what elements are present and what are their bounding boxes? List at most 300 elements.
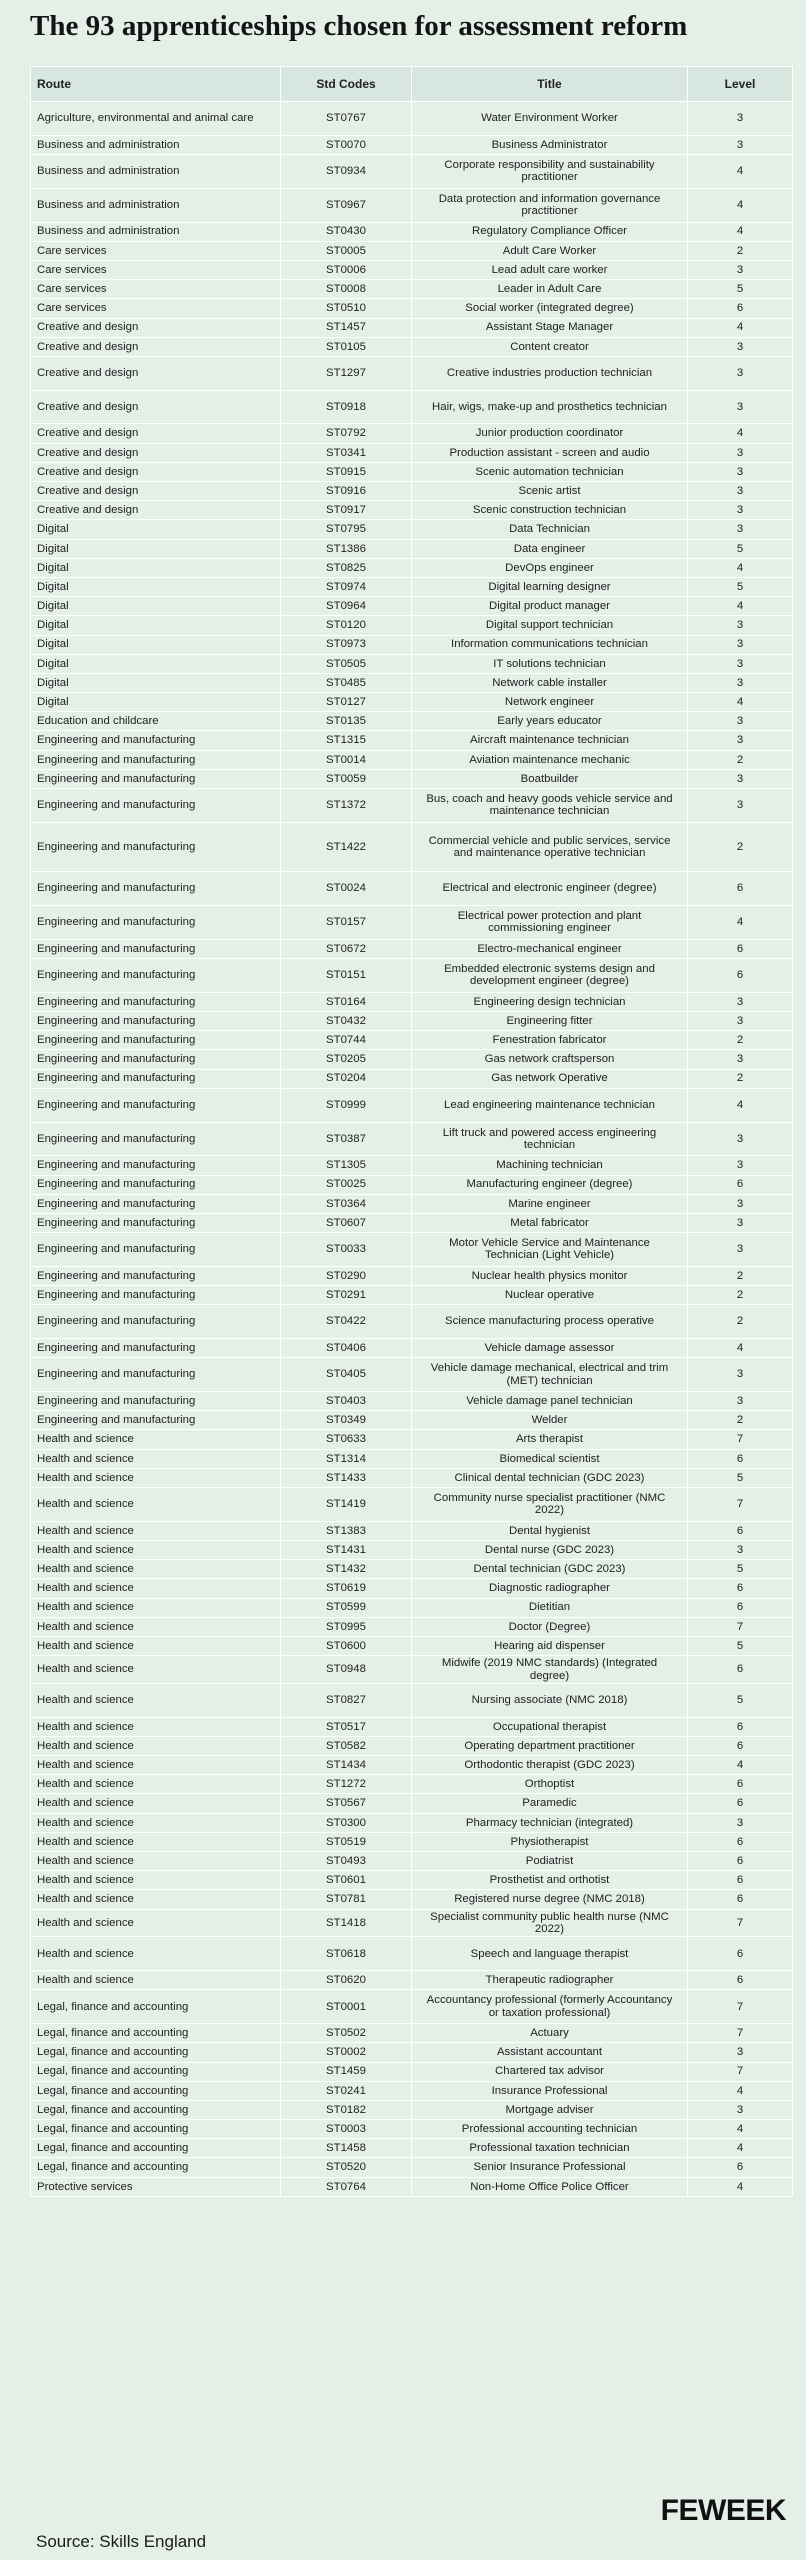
table-row	[31, 1213, 793, 1232]
table-row	[31, 188, 793, 222]
cell-route: Engineering and manufacturing	[31, 1050, 281, 1069]
cell-level: 4	[688, 906, 793, 940]
cell-level: 3	[688, 1012, 793, 1031]
cell-level: 6	[688, 1579, 793, 1598]
cell-title: Engineering design technician	[412, 992, 688, 1011]
cell-std-code: ST0917	[281, 501, 412, 520]
cell-title: Marine engineer	[412, 1194, 688, 1213]
cell-std-code: ST0792	[281, 424, 412, 443]
cell-route: Health and science	[31, 1852, 281, 1871]
cell-std-code: ST0999	[281, 1088, 412, 1122]
table-row	[31, 390, 793, 424]
cell-title: Lead adult care worker	[412, 260, 688, 279]
cell-title: Data engineer	[412, 539, 688, 558]
cell-std-code: ST0915	[281, 462, 412, 481]
table-row	[31, 1339, 793, 1358]
table-row	[31, 1990, 793, 2024]
table-row	[31, 1468, 793, 1487]
cell-level: 3	[688, 673, 793, 692]
cell-level: 3	[688, 769, 793, 788]
cell-std-code: ST0341	[281, 443, 412, 462]
cell-route: Health and science	[31, 1971, 281, 1990]
cell-level: 4	[688, 188, 793, 222]
cell-title: Business Administrator	[412, 135, 688, 154]
table-row	[31, 1617, 793, 1636]
table-row	[31, 1717, 793, 1736]
table-row	[31, 597, 793, 616]
cell-level: 5	[688, 1636, 793, 1655]
cell-title: Assistant Stage Manager	[412, 318, 688, 337]
table-row	[31, 1487, 793, 1521]
cell-route: Engineering and manufacturing	[31, 1122, 281, 1156]
cell-level: 4	[688, 222, 793, 241]
cell-route: Engineering and manufacturing	[31, 1266, 281, 1285]
cell-std-code: ST0502	[281, 2024, 412, 2043]
cell-title: DevOps engineer	[412, 558, 688, 577]
cell-std-code: ST0916	[281, 482, 412, 501]
cell-title: Electro-mechanical engineer	[412, 939, 688, 958]
cell-title: Embedded electronic systems design and development engineer (degree)	[412, 959, 688, 993]
cell-std-code: ST0505	[281, 654, 412, 673]
table-row	[31, 2081, 793, 2100]
cell-route: Legal, finance and accounting	[31, 2043, 281, 2062]
source-note: Source: Skills England	[36, 2532, 207, 2551]
cell-title: IT solutions technician	[412, 654, 688, 673]
header-level: Level	[688, 67, 793, 102]
table-row	[31, 577, 793, 596]
cell-std-code: ST0364	[281, 1194, 412, 1213]
cell-std-code: ST0567	[281, 1794, 412, 1813]
cell-title: Hair, wigs, make-up and prosthetics technician	[412, 390, 688, 424]
cell-route: Engineering and manufacturing	[31, 906, 281, 940]
cell-level: 5	[688, 280, 793, 299]
cell-level: 3	[688, 501, 793, 520]
cell-std-code: ST0582	[281, 1736, 412, 1755]
table-row	[31, 260, 793, 279]
cell-title: Gas network Operative	[412, 1069, 688, 1088]
cell-title: Adult Care Worker	[412, 241, 688, 260]
cell-title: Machining technician	[412, 1156, 688, 1175]
cell-level: 4	[688, 2120, 793, 2139]
cell-route: Health and science	[31, 1540, 281, 1559]
cell-title: Bus, coach and heavy goods vehicle service and maintenance technician	[412, 789, 688, 823]
cell-title: Hearing aid dispenser	[412, 1636, 688, 1655]
cell-title: Professional accounting technician	[412, 2120, 688, 2139]
cell-title: Data protection and information governance practitioner	[412, 188, 688, 222]
cell-std-code: ST0422	[281, 1305, 412, 1339]
cell-std-code: ST1418	[281, 1909, 412, 1937]
cell-title: Nursing associate (NMC 2018)	[412, 1683, 688, 1717]
cell-std-code: ST0406	[281, 1339, 412, 1358]
cell-title: Physiotherapist	[412, 1832, 688, 1851]
cell-title: Vehicle damage assessor	[412, 1339, 688, 1358]
cell-route: Engineering and manufacturing	[31, 789, 281, 823]
cell-route: Health and science	[31, 1736, 281, 1755]
table-row	[31, 1683, 793, 1717]
cell-std-code: ST1315	[281, 731, 412, 750]
cell-route: Health and science	[31, 1775, 281, 1794]
table-row	[31, 1598, 793, 1617]
cell-level: 4	[688, 318, 793, 337]
cell-route: Engineering and manufacturing	[31, 731, 281, 750]
cell-std-code: ST0618	[281, 1937, 412, 1971]
cell-title: Pharmacy technician (integrated)	[412, 1813, 688, 1832]
cell-level: 3	[688, 2100, 793, 2119]
cell-route: Engineering and manufacturing	[31, 822, 281, 871]
cell-route: Care services	[31, 241, 281, 260]
cell-std-code: ST0744	[281, 1031, 412, 1050]
cell-title: Leader in Adult Care	[412, 280, 688, 299]
cell-title: Lift truck and powered access engineering technician	[412, 1122, 688, 1156]
cell-std-code: ST0781	[281, 1890, 412, 1909]
cell-std-code: ST0974	[281, 577, 412, 596]
cell-title: Dental hygienist	[412, 1521, 688, 1540]
table-row	[31, 1521, 793, 1540]
cell-level: 4	[688, 693, 793, 712]
table-row	[31, 1286, 793, 1305]
cell-std-code: ST1433	[281, 1468, 412, 1487]
table-row	[31, 769, 793, 788]
cell-title: Accountancy professional (formerly Accountancy or taxation professional)	[412, 1990, 688, 2024]
cell-level: 2	[688, 1031, 793, 1050]
cell-title: Non-Home Office Police Officer	[412, 2177, 688, 2196]
cell-std-code: ST0290	[281, 1266, 412, 1285]
cell-route: Health and science	[31, 1683, 281, 1717]
cell-std-code: ST1305	[281, 1156, 412, 1175]
cell-route: Legal, finance and accounting	[31, 2139, 281, 2158]
cell-level: 3	[688, 1392, 793, 1411]
cell-level: 7	[688, 1487, 793, 1521]
cell-route: Engineering and manufacturing	[31, 1411, 281, 1430]
cell-level: 3	[688, 520, 793, 539]
table-row	[31, 750, 793, 769]
table-row	[31, 906, 793, 940]
cell-title: Speech and language therapist	[412, 1937, 688, 1971]
cell-title: Network engineer	[412, 693, 688, 712]
cell-route: Digital	[31, 539, 281, 558]
cell-level: 3	[688, 337, 793, 356]
cell-std-code: ST0600	[281, 1636, 412, 1655]
table-row	[31, 1430, 793, 1449]
cell-title: Dental nurse (GDC 2023)	[412, 1540, 688, 1559]
cell-title: Professional taxation technician	[412, 2139, 688, 2158]
table-row	[31, 693, 793, 712]
cell-title: Commercial vehicle and public services, service and maintenance operative technician	[412, 822, 688, 871]
cell-title: Podiatrist	[412, 1852, 688, 1871]
table-row	[31, 822, 793, 871]
cell-title: Operating department practitioner	[412, 1736, 688, 1755]
table-row	[31, 1392, 793, 1411]
cell-route: Health and science	[31, 1937, 281, 1971]
cell-std-code: ST0182	[281, 2100, 412, 2119]
table-row	[31, 424, 793, 443]
cell-std-code: ST0619	[281, 1579, 412, 1598]
cell-route: Engineering and manufacturing	[31, 1358, 281, 1392]
cell-route: Business and administration	[31, 188, 281, 222]
cell-level: 6	[688, 1598, 793, 1617]
cell-title: Specialist community public health nurse (NMC 2022)	[412, 1909, 688, 1937]
table-row	[31, 1756, 793, 1775]
cell-route: Protective services	[31, 2177, 281, 2196]
table-row	[31, 1540, 793, 1559]
cell-title: Aviation maintenance mechanic	[412, 750, 688, 769]
cell-route: Care services	[31, 280, 281, 299]
logo-fe: FE	[660, 2494, 698, 2527]
table-row	[31, 1636, 793, 1655]
cell-std-code: ST0205	[281, 1050, 412, 1069]
table-row	[31, 2158, 793, 2177]
cell-title: Manufacturing engineer (degree)	[412, 1175, 688, 1194]
cell-std-code: ST0795	[281, 520, 412, 539]
cell-route: Health and science	[31, 1560, 281, 1579]
cell-level: 3	[688, 1540, 793, 1559]
table-row	[31, 1937, 793, 1971]
table-row	[31, 1871, 793, 1890]
cell-level: 6	[688, 1656, 793, 1684]
cell-level: 6	[688, 1449, 793, 1468]
cell-level: 6	[688, 299, 793, 318]
table-row	[31, 1775, 793, 1794]
cell-route: Health and science	[31, 1890, 281, 1909]
cell-std-code: ST0241	[281, 2081, 412, 2100]
table-row	[31, 1832, 793, 1851]
cell-title: Metal fabricator	[412, 1213, 688, 1232]
cell-std-code: ST0070	[281, 135, 412, 154]
cell-title: Engineering fitter	[412, 1012, 688, 1031]
cell-std-code: ST0485	[281, 673, 412, 692]
cell-route: Digital	[31, 558, 281, 577]
cell-std-code: ST0964	[281, 597, 412, 616]
cell-level: 3	[688, 992, 793, 1011]
cell-title: Actuary	[412, 2024, 688, 2043]
cell-route: Legal, finance and accounting	[31, 2100, 281, 2119]
table-row	[31, 1736, 793, 1755]
cell-std-code: ST1314	[281, 1449, 412, 1468]
cell-route: Digital	[31, 597, 281, 616]
cell-level: 3	[688, 260, 793, 279]
cell-title: Chartered tax advisor	[412, 2062, 688, 2081]
table-row	[31, 1194, 793, 1213]
cell-title: Prosthetist and orthotist	[412, 1871, 688, 1890]
cell-title: Nuclear operative	[412, 1286, 688, 1305]
cell-std-code: ST0827	[281, 1683, 412, 1717]
cell-std-code: ST1272	[281, 1775, 412, 1794]
cell-title: Motor Vehicle Service and Maintenance Technician (Light Vehicle)	[412, 1233, 688, 1267]
table-row	[31, 1449, 793, 1468]
cell-std-code: ST0607	[281, 1213, 412, 1232]
cell-level: 3	[688, 789, 793, 823]
cell-route: Creative and design	[31, 462, 281, 481]
table-row	[31, 654, 793, 673]
cell-level: 3	[688, 1194, 793, 1213]
cell-level: 5	[688, 1683, 793, 1717]
cell-title: Boatbuilder	[412, 769, 688, 788]
header-route: Route	[31, 67, 281, 102]
cell-level: 4	[688, 424, 793, 443]
cell-title: Doctor (Degree)	[412, 1617, 688, 1636]
cell-std-code: ST0003	[281, 2120, 412, 2139]
cell-title: Scenic construction technician	[412, 501, 688, 520]
cell-level: 6	[688, 1521, 793, 1540]
table-row	[31, 1305, 793, 1339]
cell-route: Creative and design	[31, 390, 281, 424]
cell-route: Engineering and manufacturing	[31, 872, 281, 906]
cell-level: 7	[688, 1909, 793, 1937]
cell-route: Health and science	[31, 1487, 281, 1521]
table-row	[31, 501, 793, 520]
cell-title: Nuclear health physics monitor	[412, 1266, 688, 1285]
cell-level: 2	[688, 1069, 793, 1088]
cell-level: 6	[688, 1890, 793, 1909]
cell-level: 2	[688, 750, 793, 769]
cell-route: Education and childcare	[31, 712, 281, 731]
cell-route: Engineering and manufacturing	[31, 1392, 281, 1411]
table-row	[31, 1088, 793, 1122]
cell-route: Digital	[31, 577, 281, 596]
cell-std-code: ST0008	[281, 280, 412, 299]
table-row	[31, 356, 793, 390]
cell-std-code: ST0510	[281, 299, 412, 318]
cell-route: Engineering and manufacturing	[31, 1194, 281, 1213]
cell-std-code: ST0204	[281, 1069, 412, 1088]
cell-route: Health and science	[31, 1717, 281, 1736]
cell-route: Health and science	[31, 1871, 281, 1890]
cell-std-code: ST0764	[281, 2177, 412, 2196]
cell-route: Engineering and manufacturing	[31, 1175, 281, 1194]
cell-route: Health and science	[31, 1521, 281, 1540]
table-row	[31, 539, 793, 558]
cell-route: Agriculture, environmental and animal care	[31, 102, 281, 136]
cell-route: Engineering and manufacturing	[31, 939, 281, 958]
cell-route: Health and science	[31, 1756, 281, 1775]
cell-std-code: ST0291	[281, 1286, 412, 1305]
cell-level: 4	[688, 1756, 793, 1775]
cell-std-code: ST0387	[281, 1122, 412, 1156]
cell-title: Electrical power protection and plant commissioning engineer	[412, 906, 688, 940]
cell-title: Corporate responsibility and sustainability practitioner	[412, 154, 688, 188]
cell-std-code: ST0006	[281, 260, 412, 279]
table-row	[31, 872, 793, 906]
cell-route: Digital	[31, 520, 281, 539]
table-row	[31, 2024, 793, 2043]
cell-level: 2	[688, 1266, 793, 1285]
table-row	[31, 1069, 793, 1088]
cell-title: Social worker (integrated degree)	[412, 299, 688, 318]
cell-level: 6	[688, 959, 793, 993]
cell-title: Insurance Professional	[412, 2081, 688, 2100]
table-row	[31, 462, 793, 481]
cell-std-code: ST0135	[281, 712, 412, 731]
cell-title: Production assistant - screen and audio	[412, 443, 688, 462]
cell-level: 6	[688, 1832, 793, 1851]
cell-std-code: ST0599	[281, 1598, 412, 1617]
table-row	[31, 1971, 793, 1990]
cell-route: Health and science	[31, 1617, 281, 1636]
cell-std-code: ST0620	[281, 1971, 412, 1990]
cell-std-code: ST0767	[281, 102, 412, 136]
cell-std-code: ST1457	[281, 318, 412, 337]
cell-route: Engineering and manufacturing	[31, 959, 281, 993]
cell-level: 6	[688, 1937, 793, 1971]
cell-title: Early years educator	[412, 712, 688, 731]
table-row	[31, 635, 793, 654]
cell-route: Engineering and manufacturing	[31, 1233, 281, 1267]
table-row	[31, 443, 793, 462]
cell-level: 3	[688, 712, 793, 731]
table-row	[31, 1813, 793, 1832]
cell-std-code: ST1459	[281, 2062, 412, 2081]
table-row	[31, 1411, 793, 1430]
table-row	[31, 2139, 793, 2158]
cell-level: 3	[688, 1122, 793, 1156]
cell-level: 3	[688, 635, 793, 654]
header-row	[31, 67, 793, 102]
cell-title: Network cable installer	[412, 673, 688, 692]
cell-title: Science manufacturing process operative	[412, 1305, 688, 1339]
table-row	[31, 789, 793, 823]
table-row	[31, 1656, 793, 1684]
cell-title: Registered nurse degree (NMC 2018)	[412, 1890, 688, 1909]
cell-title: Diagnostic radiographer	[412, 1579, 688, 1598]
cell-route: Digital	[31, 693, 281, 712]
cell-route: Health and science	[31, 1813, 281, 1832]
table-row	[31, 1266, 793, 1285]
cell-title: Senior Insurance Professional	[412, 2158, 688, 2177]
cell-route: Creative and design	[31, 501, 281, 520]
table-row	[31, 482, 793, 501]
cell-level: 5	[688, 539, 793, 558]
cell-std-code: ST0520	[281, 2158, 412, 2177]
table-body	[31, 102, 793, 2197]
cell-level: 6	[688, 1794, 793, 1813]
cell-route: Health and science	[31, 1579, 281, 1598]
cell-level: 3	[688, 1213, 793, 1232]
table-row	[31, 1156, 793, 1175]
cell-std-code: ST0127	[281, 693, 412, 712]
cell-level: 3	[688, 390, 793, 424]
cell-title: Creative industries production technician	[412, 356, 688, 390]
cell-level: 6	[688, 1775, 793, 1794]
table-row	[31, 280, 793, 299]
table-row	[31, 1890, 793, 1909]
cell-level: 3	[688, 102, 793, 136]
cell-route: Health and science	[31, 1656, 281, 1684]
table-row	[31, 992, 793, 1011]
cell-level: 3	[688, 135, 793, 154]
table-row	[31, 1122, 793, 1156]
cell-level: 6	[688, 1175, 793, 1194]
cell-level: 5	[688, 1468, 793, 1487]
cell-route: Health and science	[31, 1832, 281, 1851]
cell-title: Clinical dental technician (GDC 2023)	[412, 1468, 688, 1487]
cell-std-code: ST0672	[281, 939, 412, 958]
fe-week-logo	[661, 2494, 786, 2528]
cell-title: Orthodontic therapist (GDC 2023)	[412, 1756, 688, 1775]
cell-title: Scenic automation technician	[412, 462, 688, 481]
cell-std-code: ST0948	[281, 1656, 412, 1684]
logo-week: WEEK	[698, 2494, 786, 2527]
cell-title: Orthoptist	[412, 1775, 688, 1794]
cell-route: Creative and design	[31, 337, 281, 356]
cell-std-code: ST0300	[281, 1813, 412, 1832]
cell-level: 2	[688, 241, 793, 260]
cell-level: 6	[688, 872, 793, 906]
table-row	[31, 318, 793, 337]
cell-level: 4	[688, 154, 793, 188]
apprenticeships-table	[30, 66, 793, 2197]
cell-level: 3	[688, 1813, 793, 1832]
cell-route: Health and science	[31, 1468, 281, 1487]
